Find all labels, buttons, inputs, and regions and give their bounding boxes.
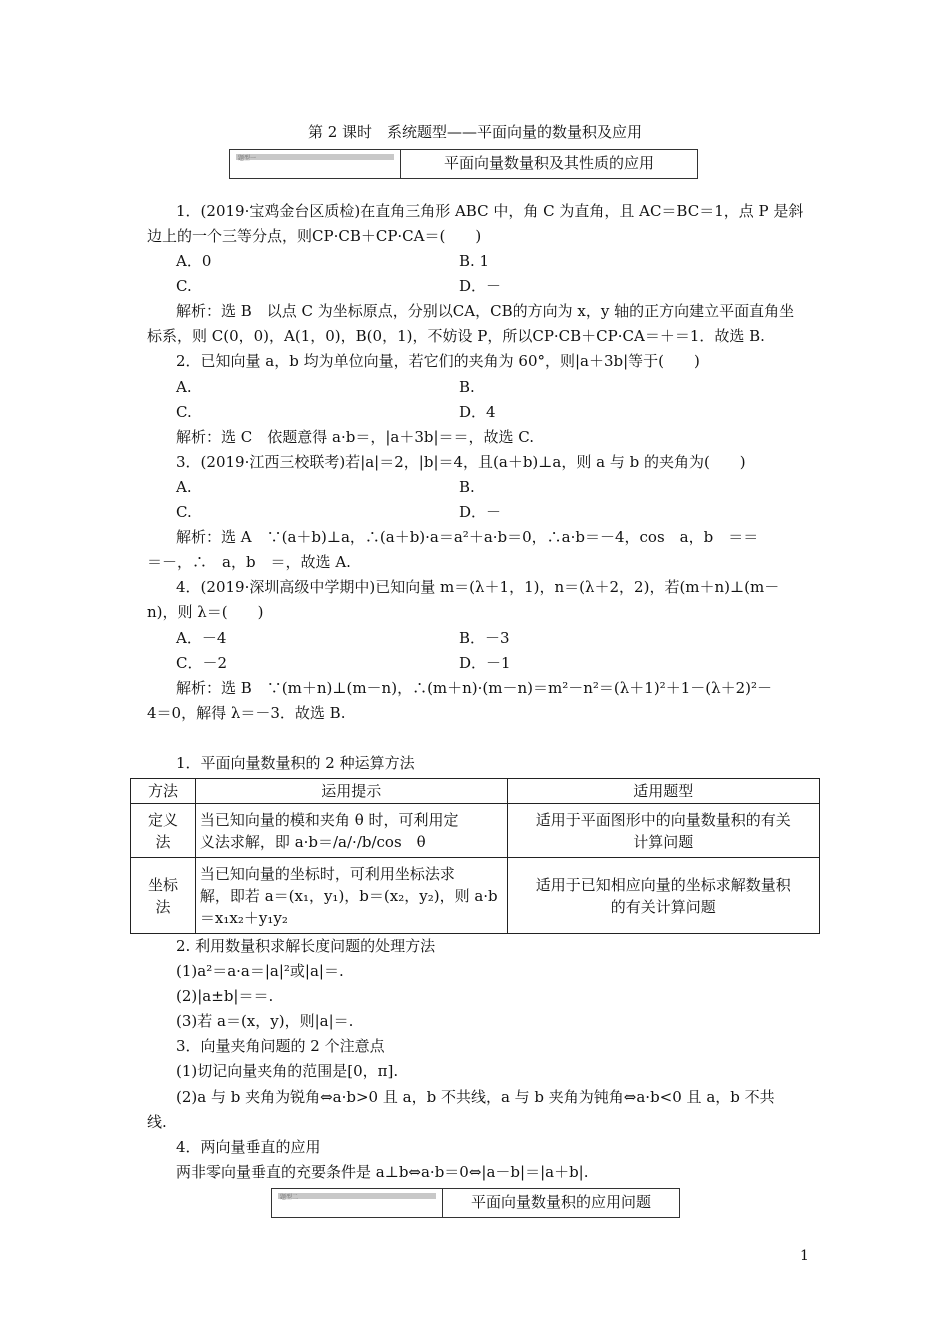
- q2-solution-line1: 解析：选 C 依题意得 a·b＝，|a＋3b|＝＝，故选 C.: [176, 428, 535, 446]
- q1-option-d: D．－: [459, 277, 502, 295]
- table-cell: 当已知向量的坐标时，可利用坐标法求 解，即若 a＝(x₁，y₁)，b＝(x₂，y₂)，则 a·b ＝x₁x₂＋y₁y₂: [195, 858, 507, 934]
- section-banner-2: [271, 1188, 680, 1218]
- q3-stem-line1: 3．(2019·江西三校联考)若|a|＝2，|b|＝4，且(a＋b)⊥a，则 a 与 b 的夹角为( ): [176, 453, 746, 471]
- summary-item-2-3: (3)若 a＝(x，y)，则|a|＝.: [176, 1012, 354, 1030]
- summary-item-3-2-cont: 线.: [147, 1113, 167, 1131]
- table-cell: 坐标 法: [131, 858, 196, 934]
- q4-stem-line2: n)，则 λ＝( ): [147, 603, 264, 621]
- banner-text: 平面向量数量积的应用问题: [470, 1193, 651, 1211]
- table-header: 适用题型: [507, 779, 820, 804]
- table-row: [131, 858, 820, 934]
- q3-option-b: B.: [459, 478, 475, 496]
- q4-solution-line2: 4＝0，解得 λ＝－3．故选 B.: [147, 704, 346, 722]
- page-number: 1: [800, 1248, 809, 1264]
- table-header: 运用提示: [195, 779, 507, 804]
- banner-text: 平面向量数量积及其性质的应用: [443, 154, 654, 172]
- q2-option-a: A.: [176, 378, 192, 396]
- q2-option-d: D．4: [459, 403, 496, 421]
- summary-item-2-2: (2)|a±b|＝＝.: [176, 987, 274, 1005]
- page-title: 第 2 课时 系统题型——平面向量的数量积及应用: [307, 123, 643, 141]
- q1-solution-line1: 解析：选 B 以点 C 为坐标原点，分别以CA，CB的方向为 x，y 轴的正方向建立平面直角坐: [176, 302, 795, 320]
- q1-stem-line2: 边上的一个三等分点，则CP·CB＋CP·CA＝( ): [147, 227, 482, 245]
- q4-option-a: A．－4: [176, 629, 227, 647]
- table-header: 方法: [131, 779, 196, 804]
- table-header-row: [131, 779, 820, 804]
- table-row: [131, 804, 820, 858]
- q4-solution-line1: 解析：选 B ∵(m＋n)⊥(m－n)，∴(m＋n)·(m－n)＝m²－n²＝(λ＋1)²＋1－(λ＋2)²－: [176, 679, 773, 697]
- summary-heading-4: 4．两向量垂直的应用: [176, 1138, 321, 1156]
- q4-option-c: C．－2: [176, 654, 228, 672]
- q3-option-d: D．－: [459, 503, 502, 521]
- table-cell: 定义 法: [131, 804, 196, 858]
- methods-table: [130, 778, 820, 934]
- summary-item-2-1: (1)a²＝a·a＝|a|²或|a|＝.: [176, 962, 344, 980]
- q1-option-a: A．0: [176, 252, 212, 270]
- summary-item-3-2: (2)a 与 b 夹角为锐角⇔a·b>0 且 a，b 不共线，a 与 b 夹角为钝角⇔a·b<0 且 a，b 不共: [176, 1088, 775, 1106]
- banner-tag: 题型二: [272, 1189, 443, 1217]
- q3-option-c: C.: [176, 503, 192, 521]
- section-banner-1: [229, 149, 698, 179]
- q2-stem-line1: 2．已知向量 a，b 均为单位向量，若它们的夹角为 60°，则|a＋3b|等于( ): [176, 352, 700, 370]
- q1-stem-line1: 1．(2019·宝鸡金台区质检)在直角三角形 ABC 中，角 C 为直角，且 AC＝BC＝1，点 P 是斜: [176, 202, 804, 220]
- summary-item-4-1: 两非零向量垂直的充要条件是 a⊥b⇔a·b＝0⇔|a－b|＝|a＋b|.: [176, 1163, 589, 1181]
- q1-option-b: B. 1: [459, 252, 490, 270]
- q1-solution-line2: 标系，则 C(0，0)，A(1，0)，B(0，1)，不妨设 P，所以CP·CB＋CP·CA＝＋＝1．故选 B.: [147, 327, 765, 345]
- q3-solution-line1: 解析：选 A ∵(a＋b)⊥a，∴(a＋b)·a＝a²＋a·b＝0，∴a·b＝－4，cos a，b ＝＝: [176, 528, 759, 546]
- q4-stem-line1: 4．(2019·深圳高级中学期中)已知向量 m＝(λ＋1，1)，n＝(λ＋2，2)，若(m＋n)⊥(m－: [176, 578, 780, 596]
- q3-solution-line2: ＝－，∴ a，b ＝，故选 A.: [147, 553, 351, 571]
- q4-option-b: B．－3: [459, 629, 510, 647]
- q1-option-c: C.: [176, 277, 192, 295]
- table-cell: 适用于平面图形中的向量数量积的有关 计算问题: [507, 804, 820, 858]
- table-cell: 当已知向量的模和夹角 θ 时，可利用定 义法求解，即 a·b＝/a/·/b/cos θ: [195, 804, 507, 858]
- summary-item-3-1: (1)切记向量夹角的范围是[0，π].: [176, 1062, 399, 1080]
- q2-option-b: B.: [459, 378, 475, 396]
- summary-heading-2: 2. 利用数量积求解长度问题的处理方法: [176, 937, 436, 955]
- summary-heading-1: 1．平面向量数量积的 2 种运算方法: [176, 754, 415, 772]
- table-cell: 适用于已知相应向量的坐标求解数量积 的有关计算问题: [507, 858, 820, 934]
- q4-option-d: D．－1: [459, 654, 511, 672]
- q3-option-a: A.: [176, 478, 192, 496]
- banner-tag: 题型一: [230, 150, 401, 178]
- summary-heading-3: 3．向量夹角问题的 2 个注意点: [176, 1037, 385, 1055]
- q2-option-c: C.: [176, 403, 192, 421]
